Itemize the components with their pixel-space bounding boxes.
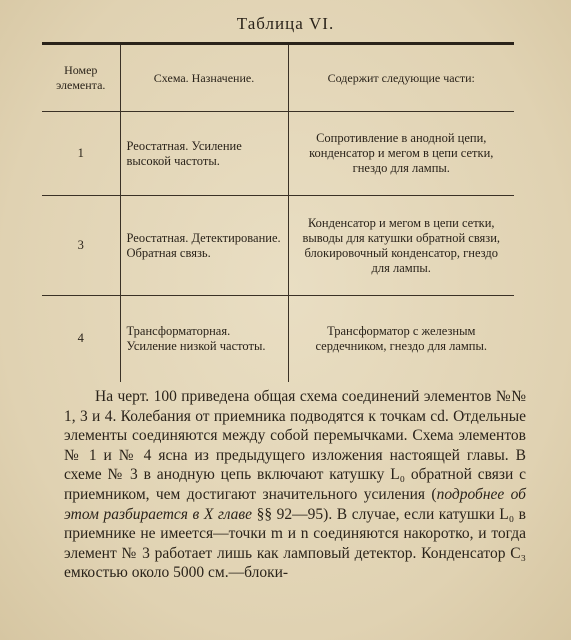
paragraph-italic: подробнее об этом разбирается в X главе <box>64 485 526 523</box>
paragraph-part-2: §§ 92—95). В случае, если катушки L₀ в приемнике не имеется—точки m и n соединяются накоротко, и тогда элемент № 3 работает лишь как ламповый детектор. Конденсатор C₃ емкостью около 5000 см.—блоки- <box>64 505 526 582</box>
page-title: Таблица VI. <box>236 14 335 33</box>
table-row <box>42 296 514 382</box>
element-parts: Трансформатор с железным сердечником, гнездо для лампы. <box>315 323 488 353</box>
element-scheme: Трансформаторная. Усиление низкой частоты. <box>120 296 288 382</box>
element-scheme: Реостатная. Усиление высокой частоты. <box>120 112 288 196</box>
table-header-row <box>42 44 514 112</box>
element-parts: Конденсатор и мегом в цепи сетки, выводы для катушки обратной связи, блокировочный конденсатор, гнездо для лампы. <box>302 215 501 275</box>
header-element-number: Номер элемента. <box>42 44 120 112</box>
body-paragraph <box>64 387 526 583</box>
paragraph-text <box>64 387 526 583</box>
element-number: 1 <box>42 112 120 196</box>
element-scheme: Реостатная. Детектирование. Обратная связь. <box>120 196 288 296</box>
table-row <box>42 196 514 296</box>
table-row <box>42 112 514 196</box>
paragraph-part-1: На черт. 100 приведена общая схема соединений элементов №№ 1, 3 и 4. Колебания от приемника подводятся к точкам cd. Отдельные элементы соединяются между собой перемычками. Схема элементов № 1 и № 4 ясна из предыдущего изложения настоящей главы. В схеме № 3 в анодную цепь включают катушку L₀ обратной связи с приемником, чем достигают значительного усиления ( <box>64 388 526 503</box>
element-number: 4 <box>42 296 120 382</box>
header-scheme-purpose: Схема. Назначение. <box>120 44 288 112</box>
elements-table <box>42 42 514 382</box>
element-parts: Сопротивление в анодной цепи, конденсатор и мегом в цепи сетки, гнездо для лампы. <box>309 131 494 175</box>
header-contains-parts: Содержит следующие части: <box>327 70 475 85</box>
element-number: 3 <box>42 196 120 296</box>
